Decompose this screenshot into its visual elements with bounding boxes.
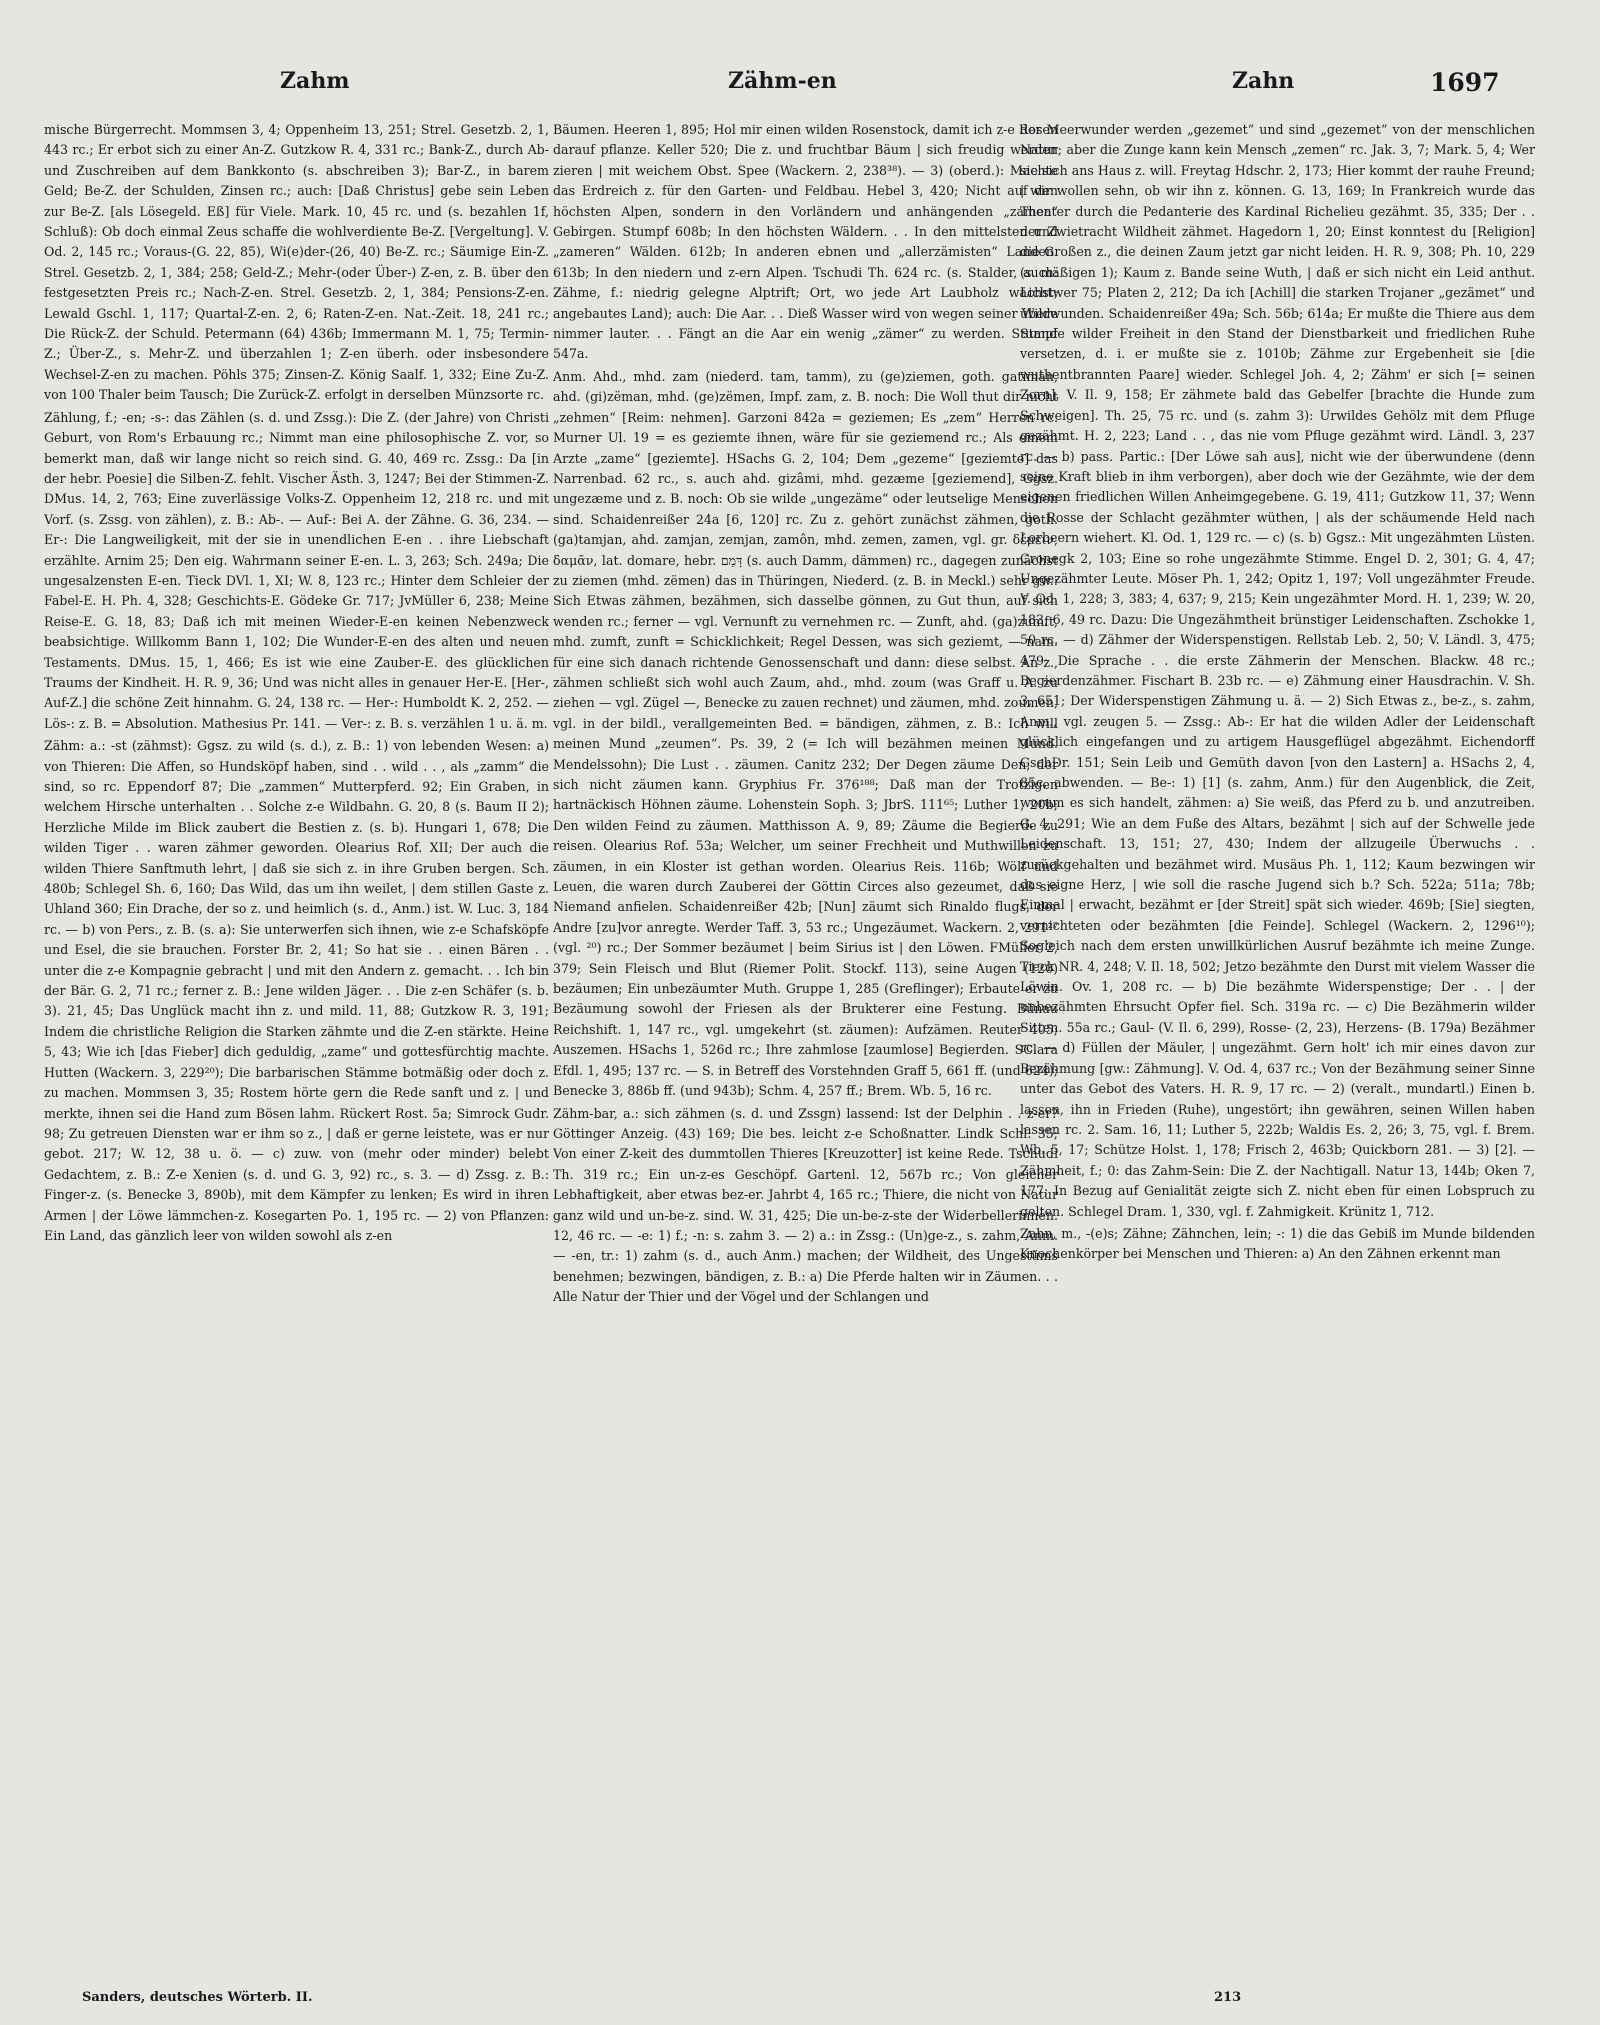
footer-source: Sanders, deutsches Wörterb. II. [82,1990,313,2005]
footer-signature: 213 [1214,1990,1242,2005]
page-number: 1697 [1430,68,1500,97]
header-left-guideword: Zahm [280,68,350,94]
column-left [44,120,549,1970]
header-center-guideword: Zähm-en [728,68,837,94]
entry-paragraph: Bäumen. Heeren 1, 895; Hol mir einen wilden Rosenstock, damit ich z-e Rosen darauf pflanze. Keller 520; Die z. und fruchtbar Bäum | sich freudig werden zieren | mit weichem Obst. Spee (Wackern. 2, 238³⁸). — 3) (oberd.): Machte das Erdreich z. für den Garten- und Feldbau. Hebel 3, 420; Nicht auf den höchsten Alpen, sondern in den Vorländern und anhängenden „zamen“ Gebirgen. Stumpf 608b; In den höchsten Wäldern. . . In den mittelsten und „zameren“ Wälden. 612b; In anderen ebnen und „allerzämisten“ Landen. 613b; In den niedern und z-ern Alpen. Tschudi Th. 624 rc. (s. Stalder, auch: Zähme, f.: niedrig gelegne Alptrift; Ort, wo jede Art Laubholz wächst; angebautes Land); auch: Die Aar. . . Dieß Wasser wird von wegen seiner Wilde nimmer lauter. . . Fängt an die Aar ein wenig „zämer“ zu werden. Stumpf 547a. [553,122,1058,362]
column-middle [553,120,1058,1970]
entry-zahn: Zahn, m., -(e)s; Zähne; Zähnchen, lein; -: 1) die das Gebiß im Munde bildenden Knochenkörper bei Menschen und Thieren: a) An den Zähnen erkennt man [1020,1225,1535,1262]
header-right-guideword: Zahn [1232,68,1295,94]
column-right [1020,120,1535,1970]
page-header [0,68,1600,100]
entry-zaehlung: Zählung, f.; -en; -s-: das Zählen (s. d. und Zssg.): Die Z. (der Jahre) von Christi Geburt, von Rom's Erbauung rc.; Nimmt man eine philosophische Z. vor, so bemerkt man, daß wir lange nicht so reich sind. G. 40, 469 rc. Zssg.: Da [in der hebr. Poesie] die Silben-Z. fehlt. Vischer Ästh. 3, 1247; Bei der Stimmen-Z. DMus. 14, 2, 763; Eine zuverlässige Volks-Z. Oppenheim 12, 218 rc. und mit Vorf. (s. Zssg. von zählen), z. B.: Ab-. — Auf-: Bei A. der Zähne. G. 36, 234. — Er-: Die Langweiligkeit, mit der sie in unendlichen E-en . . ihre Liebschaft erzählte. Arnim 25; Den eig. Wahrmann seiner E-en. L. 3, 263; Sch. 249a; Die ungesalzensten E-en. Tieck DVl. 1, XI; W. 8, 123 rc.; Hinter dem Schleier der Fabel-E. H. Ph. 4, 328; Geschichts-E. Gödeke Gr. 717; JvMüller 6, 238; Meine Reise-E. G. 18, 83; Daß ich mit meinen Wieder-E-en keinen Nebenzweck beabsichtige. Willkomm Bann 1, 102; Die Wunder-E-en des alten und neuen Testaments. DMus. 15, 1, 466; Es ist wie eine Zauber-E. des glücklichen Traums der Kindheit. H. R. 9, 36; Und was nicht alles in genauer Her-E. [Her-, Auf-Z.] die schöne Zeit hinnahm. G. 24, 138 rc. — Her-: Humboldt K. 2, 252. — Lös-: z. B. = Absolution. Mathesius Pr. 141. — Ver-: z. B. s. verzählen 1 u. ä. m. [44,409,549,731]
entry-annotation: Anm. Ahd., mhd. zam (niederd. tam, tamm), zu (ge)ziemen, goth. gatiman, ahd. (gi)zëman, mhd. (ge)zëmen, Impf. zam, z. B. noch: Die Woll thut dir nicht „zehmen“ [Reim: nehmen]. Garzoni 842a = geziemen; Es „zem“ Herren rc. Murner Ul. 19 = es geziemte ihnen, wäre für sie geziemend rc.; Als einem Arzte „zame“ [geziemte]. HSachs G. 2, 104; Dem „gezeme“ [geziemte] das Narrenbad. 62 rc., s. auch ahd. gizâmi, mhd. gezæme [geziemend], Ggsz. ungezæme und z. B. noch: Ob sie wilde „ungezäme“ oder leutselige Menschen sind. Schaidenreißer 24a [6, 120] rc. Zu z. gehört zunächst zähmen, goth. (ga)tamjan, ahd. zamjan, zemjan, zamôn, mhd. zemen, zamen, vgl. gr. δέμειν, δαμᾶν, lat. domare, hebr. דָּמַם (s. auch Damm, dämmen) rc., dagegen zunächst zu ziemen (mhd. zëmen) das in Thüringen, Niederd. (z. B. in Meckl.) sehr gw.: Sich Etwas zähmen, bezähmen, sich dasselbe gönnen, zu Gut thun, auf sich wenden rc.; ferner — vgl. Vernunft zu vernehmen rc. — Zunft, ahd. (ga)zumft, mhd. zumft, zunft = Schicklichkeit; Regel Dessen, was sich geziemt, — nam. für eine sich danach richtende Genossenschaft und dann: diese selbst. An z., zähmen schließt sich wohl auch Zaum, ahd., mhd. zoum (was Graff u. A. zu ziehen — vgl. Zügel —, Benecke zu zauen rechnet) und zäumen, mhd. zoumen, vgl. in der bildl., verallgemeinten Bed. = bändigen, zähmen, z. B.: Ich will meinen Mund „zeumen“. Ps. 39, 2 (= Ich will bezähmen meinen Mund. Mendelssohn); Die Lust . . zäumen. Canitz 232; Der Degen zäume Den, der sich nicht zäumen kann. Gryphius Fr. 376¹⁸⁸; Daß man der Trotzigen hartnäckisch Höhnen zäume. Lohenstein Soph. 3; JbrS. 111⁶⁵; Luther 1, 20b; Den wilden Feind zu zäumen. Matthisson A. 9, 89; Zäume die Begierde zu reisen. Olearius Rof. 53a; Welcher, um seiner Frechheit und Muthwillen zu zäumen, in ein Kloster ist gethan worden. Olearius Reis. 116b; Wölf und Leuen, die waren durch Zauberei der Göttin Circes also gezeumet, daß sie Niemand anfielen. Schaidenreißer 42b; [Nun] zäumt sich Rinaldo flugs, der Andre [zu]vor anregte. Werder Taff. 3, 53 rc.; Ungezäumet. Wackern. 2, 291²⁷ (vgl. ²⁰) rc.; Der Sommer bezäumet | beim Sirius ist | den Löwen. FMüller 2, 379; Sein Fleisch und Blut (Riemer Polit. Stockf. 113), seine Augen (120) bezäumen; Ein unbezäumter Muth. Gruppe 1, 285 (Greflinger); Erbaute er zu Bezäumung sowohl der Friesen als der Brukterer eine Festung. Bünau Reichshift. 1, 147 rc., vgl. umgekehrt (st. zäumen): Aufzämen. Reuter 405; Auszemen. HSachs 1, 526d rc.; Ihre zahmlose [zaumlose] Begierden. SClara Efdl. 1, 495; 137 rc. — S. in Betreff des Vorstehnden Graff 5, 661 ff. (und 624); Benecke 3, 886b ff. (und 943b); Schm. 4, 257 ff.; Brem. Wb. 5, 16 rc. [553,368,1058,1099]
entry-paragraph: der Meerwunder werden „gezemet“ und sind „gezemet“ von der menschlichen Natur; aber die Zunge kann kein Mensch „zemen“ rc. Jak. 3, 7; Mark. 5, 4; Wer sie sich ans Haus z. will. Freytag Hdschr. 2, 173; Hier kommt der rauhe Freund; | wir wollen sehn, ob wir ihn z. können. G. 13, 169; In Frankreich wurde das Theater durch die Pedanterie des Kardinal Richelieu gezähmt. 35, 335; Der . . der Zwietracht Wildheit zähmet. Hagedorn 1, 20; Einst konntest du [Religion] die Großen z., die deinen Zaum jetzt gar nicht leiden. H. R. 9, 308; Ph. 10, 229 (s. mäßigen 1); Kaum z. Bande seine Wuth, | daß er sich nicht ein Leid anthut. Lichtwer 75; Platen 2, 212; Da ich [Achill] die starken Trojaner „gezämet“ und überwunden. Schaidenreißer 49a; Sch. 56b; 614a; Er mußte die Thiere aus dem Stande wilder Freiheit in den Stand der Dienstbarkeit und friedlichen Ruhe versetzen, d. i. er mußte sie z. 1010b; Zähme zur Ergebenheit sie [die wuthentbrannten Paare] wieder. Schlegel Joh. 4, 2; Zähm' er sich [= seinen Zorn]. V. Il. 9, 158; Er zähmete bald das Gebelfer [brachte die Hunde zum Schweigen]. Th. 25, 75 rc. und (s. zahm 3): Urwildes Gehölz mit dem Pfluge gezähmt. H. 2, 223; Land . . , das nie vom Pfluge gezähmt wird. Ländl. 3, 237 rc. — b) pass. Partic.: [Der Löwe sah aus], nicht wie der überwundene (denn seine Kraft blieb in ihm verborgen), aber doch wie der Gezähmte, wie der dem eigenen friedlichen Willen Anheimgegebene. G. 19, 411; Gutzkow 11, 37; Wenn die Rosse der Schlacht gezähmter wüthen, | als der schäumende Held nach Lorbeern wiehert. Kl. Od. 1, 129 rc. — c) (s. b) Ggsz.: Mit ungezähmten Lüsten. Cronegk 2, 103; Eine so rohe ungezähmte Stimme. Engel D. 2, 301; G. 4, 47; Ungezähmter Leute. Möser Ph. 1, 242; Opitz 1, 197; Voll ungezähmter Freude. V. Od. 1, 228; 3, 383; 4, 637; 9, 215; Kein ungezähmter Mord. H. 1, 239; W. 20, 183; 6, 49 rc. Dazu: Die Ungezähmtheit brünstiger Leidenschaften. Zschokke 1, 50 rc. — d) Zähmer der Widerspenstigen. Rellstab Leb. 2, 50; V. Ländl. 3, 475; 479; Die Sprache . . die erste Zähmerin der Menschen. Blackw. 48 rc.; Begierdenzähmer. Fischart B. 23b rc. — e) Zähmung einer Hausdrachin. V. Sh. 3, 651; Der Widerspenstigen Zähmung u. ä. — 2) Sich Etwas z., be-z., s. zahm, Anm., vgl. zeugen 5. — Zssg.: Ab-: Er hat die wilden Adler der Leidenschaft glücklich eingefangen und zu artigem Hausgeflügel abgezähmt. Eichendorff GschDr. 151; Sein Leib und Gemüth davon [von den Lastern] a. HSachs 2, 4, 85c, abwenden. — Be-: 1) [1] (s. zahm, Anm.) für den Augenblick, die Zeit, worum es sich handelt, zähmen: a) Sie weiß, das Pferd zu b. und anzutreiben. G. 4, 291; Wie an dem Fuße des Altars, bezähmt | sich auf der Schwelle jede Leidenschaft. 13, 151; 27, 430; Indem der allzugeile Überwuchs . . zurückgehalten und bezähmet wird. Musäus Ph. 1, 112; Kaum bezwingen wir das eigne Herz, | wie soll die rasche Jugend sich b.? Sch. 522a; 511a; 78b; Einmal | erwacht, bezähmt er [der Streit] spät sich wieder. 469b; [Sie] siegten, vernichteten oder bezähmten [die Feinde]. Schlegel (Wackern. 2, 1296¹⁰); Sogleich nach dem ersten unwillkürlichen Ausruf bezähmte ich meine Zunge. Tieck NR. 4, 248; V. Il. 18, 502; Jetzo bezähmte den Durst mit vielem Wasser die Löwin. Ov. 1, 208 rc. — b) Die bezähmte Widerspenstige; Der . . | der unbezähmten Ehrsucht Opfer fiel. Sch. 319a rc. — c) Die Bezähmerin wilder Sitten. 55a rc.; Gaul- (V. Il. 6, 299), Rosse- (2, 23), Herzens- (B. 179a) Bezähmer rc. — d) Füllen der Mäuler, | ungezähmt. Gern holt' ich mir eines davon zur Bezähmung [gw.: Zähmung]. V. Od. 4, 637 rc.; Von der Bezähmung seiner Sinne unter das Gebot des Vaters. H. R. 9, 17 rc. — 2) (veralt., mundartl.) Einen b. lassen, ihn in Frieden (Ruhe), ungestört; ihn gewähren, seinen Willen haben lassen rc. 2. Sam. 16, 11; Luther 5, 222b; Waldis Es. 2, 26; 3, 75, vgl. f. Brem. Wb. 5, 17; Schütze Holst. 1, 178; Frisch 2, 463b; Quickborn 281. — 3) [2]. — Zähmheit, f.; 0: das Zahm-Sein: Die Z. der Nachtigall. Natur 13, 144b; Oken 7, 177; In Bezug auf Genialität zeigte sich Z. nicht eben für einen Lobspruch zu gelten. Schlegel Dram. 1, 330, vgl. f. Zahmigkeit. Krünitz 1, 712. [1020,122,1535,1219]
entry-paragraph: mische Bürgerrecht. Mommsen 3, 4; Oppenheim 13, 251; Strel. Gesetzb. 2, 1, 443 rc.; Er erbot sich zu einer An-Z. Gutzkow R. 4, 331 rc.; Bank-Z., durch Ab- und Zuschreiben auf dem Bankkonto (s. abschreiben 3); Bar-Z., in barem Geld; Be-Z. der Schulden, Zinsen rc.; auch: [Daß Christus] gebe sein Leben zur Be-Z. [als Lösegeld. Eß] für Viele. Mark. 10, 45 rc. und (s. bezahlen 1f, Schluß): Ob doch einmal Zeus schaffe die wohlverdiente Be-Z. [Vergeltung]. V. Od. 2, 145 rc.; Voraus-(G. 22, 85), Wi(e)der-(26, 40) Be-Z. rc.; Säumige Ein-Z. Strel. Gesetzb. 2, 1, 384; 258; Geld-Z.; Mehr-(oder Über-) Z-en, z. B. über den festgesetzten Preis rc.; Nach-Z-en. Strel. Gesetzb. 2, 1, 384; Pensions-Z-en. Lewald Gschl. 1, 117; Quartal-Z-en. 2, 6; Raten-Z-en. Nat.-Zeit. 18, 241 rc.; Die Rück-Z. der Schuld. Petermann (64) 436b; Immermann M. 1, 75; Termin-Z.; Über-Z., s. Mehr-Z. und überzahlen 1; Z-en überh. oder insbesondere Wechsel-Z-en zu machen. Pöhls 375; Zinsen-Z. König Saalf. 1, 332; Eine Zu-Z. von 100 Thaler beim Tausch; Die Zurück-Z. erfolgt in derselben Münzsorte rc. [44,122,549,403]
entry-zaehmbar: Zähm-bar, a.: sich zähmen (s. d. und Zssgn) lassend: Ist der Delphin . . z-er? Göttinger Anzeig. (43) 169; Die bes. leicht z-e Schoßnatter. Lindk Schl. 35; Von einer Z-keit des dummtollen Thieres [Kreuzotter] ist keine Rede. Tschudi Th. 319 rc.; Ein un-z-es Geschöpf. Gartenl. 12, 567b rc.; Von gleicher Lebhaftigkeit, aber etwas bez-er. Jahrbt 4, 165 rc.; Thiere, die nicht von Natur ganz wild und un-be-z. sind. W. 31, 425; Die un-be-z-ste der Widerbellerinnen. 12, 46 rc. — -e: 1) f.; -n: s. zahm 3. — 2) a.: in Zssg.: (Un)ge-z., s. zahm, Anm. — -en, tr.: 1) zahm (s. d., auch Anm.) machen; der Wildheit, des Ungestüms benehmen; bezwingen, bändigen, z. B.: a) Die Pferde halten wir in Zäumen. . . Alle Natur der Thier und der Vögel und der Schlangen und [553,1105,1058,1305]
entry-zaehm: Zähm: a.: -st (zähmst): Ggsz. zu wild (s. d.), z. B.: 1) von lebenden Wesen: a) von Thieren: Die Affen, so Hundsköpf haben, sind . . wild . . , als „zamm“ die sind, so rc. Eppendorf 87; Die „zammen“ Mutterpferd. 92; Ein Graben, in welchem Hirsche unterhalten . . Solche z-e Wildbahn. G. 20, 8 (s. Baum II 2); Herzliche Milde im Blick zaubert die Bestien z. (s. b). Hungari 1, 678; Die wilden Tiger . . waren zähmer geworden. Olearius Rof. XII; Der auch die wilden Thiere Sanftmuth lehrt, | daß sie sich z. in ihre Gruben bergen. Sch. 480b; Schlegel Sh. 6, 160; Das Wild, das um ihn weilet, | dem stillen Gaste z. Uhland 360; Ein Drache, der so z. und heimlich (s. d., Anm.) ist. W. Luc. 3, 184 rc. — b) von Pers., z. B. (s. a): Sie unterwerfen sich ihnen, wie z-e Schafsköpfe und Esel, die sie brauchen. Forster Br. 2, 41; So hat sie . . einen Bären . . unter die z-e Kompagnie gebracht | und mit den Andern z. gemacht. . . Ich bin der Bär. G. 2, 71 rc.; ferner z. B.: Jene wilden Jäger. . . Die z-en Schäfer (s. b. 3). 21, 45; Das Unglück macht ihn z. und mild. 11, 88; Gutzkow R. 3, 191; Indem die christliche Religion die Starken zähmte und die Z-en stärkte. Heine 5, 43; Wie ich [das Fieber] dich geduldig, „zame“ und gottesfürchtig machte. Hutten (Wackern. 3, 229²⁰); Die barbarischen Stämme botmäßig oder doch z. zu machen. Mommsen 3, 35; Rostem hörte gern die Rede sanft und z. | und merkte, ihnen sei die Hand zum Bösen lahm. Rückert Rost. 5a; Simrock Gudr. 98; Zu getreuen Diensten war er ihm so z., | daß er gerne leistete, was er nur gebot. 217; W. 12, 38 u. ö. — c) zuw. von (mehr oder minder) belebt Gedachtem, z. B.: Z-e Xenien (s. d. und G. 3, 92) rc., s. 3. — d) Zssg. z. B.: Finger-z. (s. Benecke 3, 890b), mit dem Kämpfer zu lenken; Es wird in ihren Armen | der Löwe lämmchen-z. Kosegarten Po. 1, 195 rc. — 2) von Pflanzen: Ein Land, das gänzlich leer von wilden sowohl als z-en [44,738,549,1243]
